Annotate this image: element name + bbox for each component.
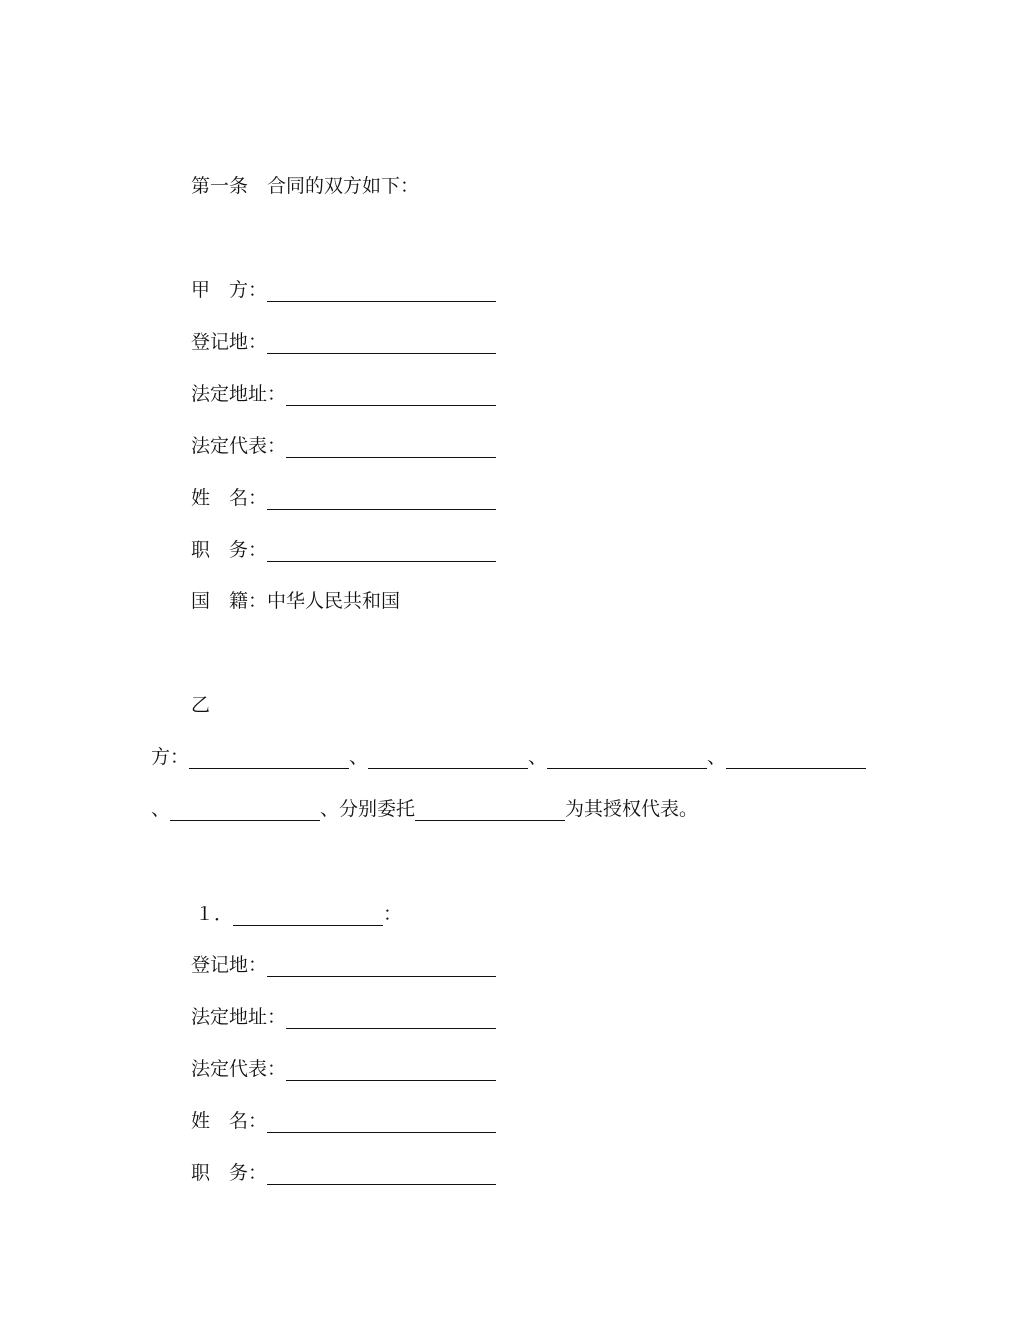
party-b1-person-label: 姓 名： bbox=[191, 1110, 268, 1132]
party-a-addr-row bbox=[191, 382, 496, 406]
party-b1-number: １． bbox=[195, 903, 234, 925]
party-b1-title-blank[interactable] bbox=[267, 1164, 496, 1185]
party-b-heading: 乙 bbox=[191, 694, 211, 716]
party-b-blank-3[interactable] bbox=[547, 748, 707, 769]
party-a-person-row bbox=[191, 486, 496, 510]
party-a-reg-label: 登记地： bbox=[191, 331, 268, 353]
party-a-addr-label: 法定地址： bbox=[191, 383, 287, 405]
party-a-name-blank[interactable] bbox=[267, 281, 496, 302]
party-a-nationality-row bbox=[191, 589, 400, 613]
party-b-sep-3: 、 bbox=[707, 746, 727, 768]
party-b-blank-5[interactable] bbox=[170, 800, 320, 821]
party-b-line1-prefix: 方： bbox=[151, 746, 190, 768]
party-a-rep-row bbox=[191, 434, 496, 458]
party-a-title-label: 职 务： bbox=[191, 539, 268, 561]
party-b-line1 bbox=[151, 745, 866, 769]
party-b1-name-blank[interactable] bbox=[233, 905, 383, 926]
party-a-rep-blank[interactable] bbox=[286, 437, 496, 458]
party-b-sep-2: 、 bbox=[528, 746, 548, 768]
party-b1-rep-blank[interactable] bbox=[286, 1060, 496, 1081]
article-title: 第一条 合同的双方如下： bbox=[191, 175, 420, 197]
party-b-rep-blank[interactable] bbox=[415, 800, 565, 821]
party-a-nationality-value: 中华人民共和国 bbox=[267, 590, 401, 612]
party-a-title-row bbox=[191, 538, 496, 562]
party-b1-header-row bbox=[195, 902, 402, 926]
party-a-addr-blank[interactable] bbox=[286, 385, 496, 406]
party-b1-addr-blank[interactable] bbox=[286, 1008, 496, 1029]
party-b-blank-1[interactable] bbox=[189, 748, 349, 769]
party-b1-reg-label: 登记地： bbox=[191, 954, 268, 976]
party-b1-title-label: 职 务： bbox=[191, 1162, 268, 1184]
party-a-rep-label: 法定代表： bbox=[191, 435, 287, 457]
party-b1-title-row bbox=[191, 1161, 496, 1185]
party-a-title-blank[interactable] bbox=[267, 541, 496, 562]
party-b1-colon: ： bbox=[383, 903, 403, 925]
party-a-nationality-label: 国 籍： bbox=[191, 590, 268, 612]
party-b1-reg-blank[interactable] bbox=[267, 956, 496, 977]
party-b-blank-2[interactable] bbox=[368, 748, 528, 769]
party-b-line2-text2: 为其授权代表。 bbox=[565, 798, 699, 820]
party-b1-reg-row bbox=[191, 953, 496, 977]
party-b-sep-1: 、 bbox=[349, 746, 369, 768]
party-b-line2 bbox=[151, 797, 698, 821]
party-b1-rep-row bbox=[191, 1057, 496, 1081]
party-b-sep-4: 、 bbox=[151, 798, 171, 820]
party-b1-person-row bbox=[191, 1109, 496, 1133]
party-a-person-label: 姓 名： bbox=[191, 487, 268, 509]
party-b1-person-blank[interactable] bbox=[267, 1112, 496, 1133]
party-a-reg-blank[interactable] bbox=[267, 333, 496, 354]
party-a-name-row bbox=[191, 278, 496, 302]
party-a-person-blank[interactable] bbox=[267, 489, 496, 510]
party-a-name-label: 甲 方： bbox=[191, 279, 268, 301]
party-b-blank-4[interactable] bbox=[726, 748, 866, 769]
party-b1-rep-label: 法定代表： bbox=[191, 1058, 287, 1080]
party-b-line2-text1: 、分别委托 bbox=[320, 798, 416, 820]
party-b1-addr-label: 法定地址： bbox=[191, 1006, 287, 1028]
party-b1-addr-row bbox=[191, 1005, 496, 1029]
party-a-reg-row bbox=[191, 330, 496, 354]
